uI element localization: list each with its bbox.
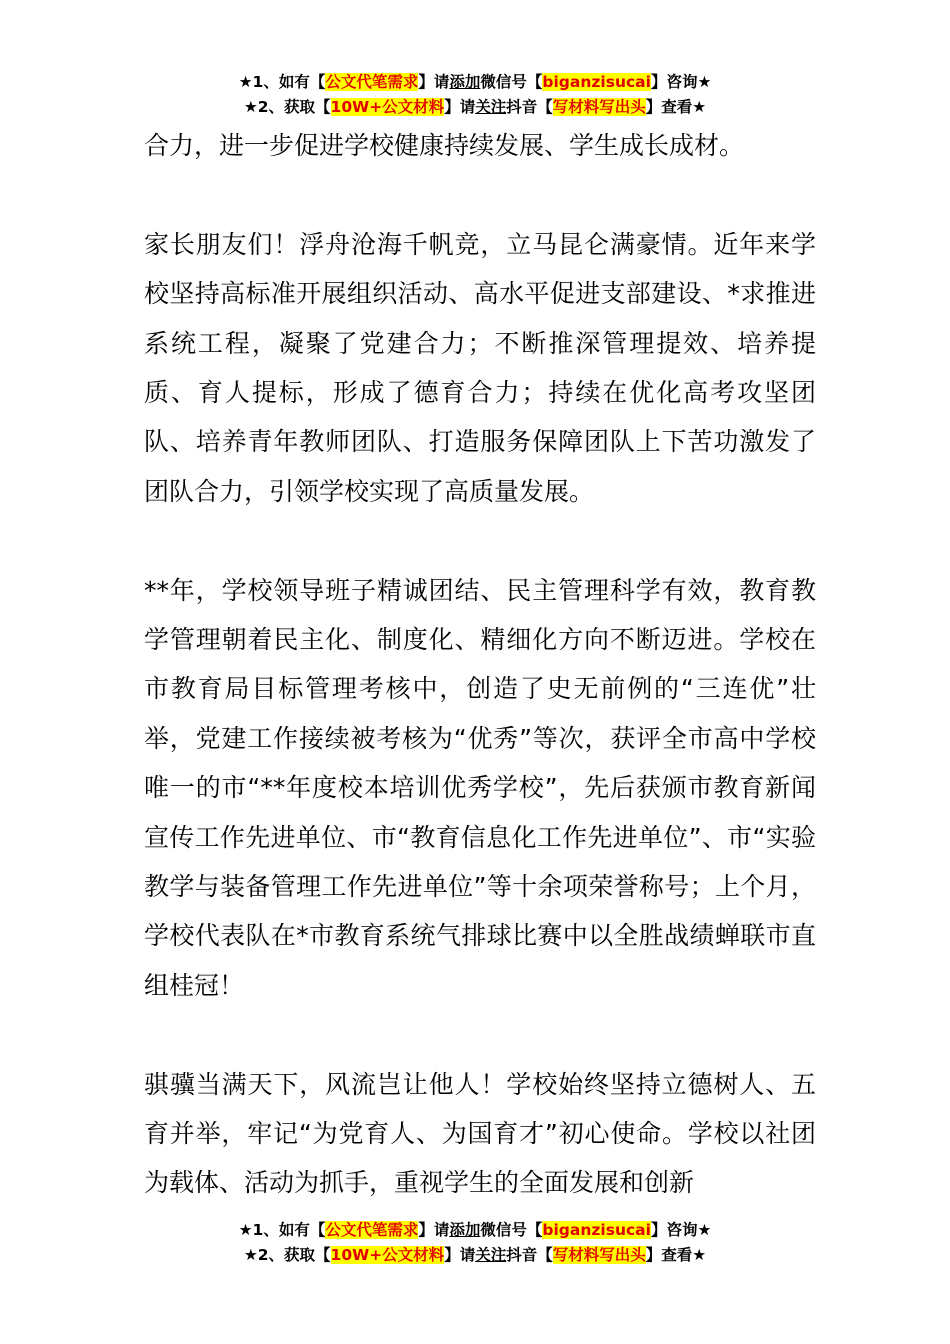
paragraph: 骐骥当满天下，风流岂让他人！学校始终坚持立德树人、五育并举，牢记“为党育人、为国育才”初心使命。学校以社团为载体、活动为抓手，重视学生的全面发展和创新 xyxy=(144,1069,816,1198)
banner-text: 】查看★ xyxy=(645,98,707,116)
banner-text: 】咨询★ xyxy=(650,73,712,91)
paragraph: **年，学校领导班子精诚团结、民主管理科学有效，教育教学管理朝着民主化、制度化、精细化方向不断迈进。学校在市教育局目标管理考核中，创造了史无前例的“三连优”壮举，党建工作接续被考核为“优秀”等次，获评全市高中学校唯一的市“**年度校本培训优秀学校”，先后获颁市教育新闻宣传工作先进单位、市“教育信息化工作先进单位”、市“实验教学与装备管理工作先进单位”等十余项荣誉称号；上个月，学校代表队在*市教育系统气排球比赛中以全胜战绩蝉联市直组桂冠！ xyxy=(144,575,816,1000)
banner-text: ★2、获取【 xyxy=(243,1246,331,1264)
banner-text: ★1、如有【 xyxy=(238,1221,326,1239)
banner-highlight: 公文代笔需求 xyxy=(325,1221,419,1239)
banner-highlight: 写材料写出头 xyxy=(552,98,646,116)
banner-text: 抖音【 xyxy=(506,98,553,116)
banner-highlight: 10W+公文材料 xyxy=(330,98,445,116)
banner-underline: 添加 xyxy=(449,73,481,91)
banner-text: 微信号【 xyxy=(480,1221,543,1239)
document-body xyxy=(144,121,816,1257)
banner-line-2 xyxy=(0,95,950,120)
paragraph: 家长朋友们！浮舟沧海千帆竞，立马昆仑满豪情。近年来学校坚持高标准开展组织活动、高水平促进支部建设、*求推进系统工程，凝聚了党建合力；不断推深管理提效、培养提质、育人提标，形成了德育合力；持续在优化高考攻坚团队、培养青年教师团队、打造服务保障团队上下苦功激发了团队合力，引领学校实现了高质量发展。 xyxy=(144,229,816,506)
banner-text: 微信号【 xyxy=(480,73,543,91)
banner-text: 】咨询★ xyxy=(650,1221,712,1239)
banner-text: 】请 xyxy=(444,1246,476,1264)
banner-highlight: biganzisucai xyxy=(542,1221,651,1239)
banner-highlight: 写材料写出头 xyxy=(552,1246,646,1264)
banner-highlight: 10W+公文材料 xyxy=(330,1246,445,1264)
banner-text: 】请 xyxy=(418,1221,450,1239)
paragraph: 合力，进一步促进学校健康持续发展、学生成长成材。 xyxy=(144,131,745,160)
banner-underline: 关注 xyxy=(475,98,507,116)
banner-highlight: 公文代笔需求 xyxy=(325,73,419,91)
banner-underline: 关注 xyxy=(475,1246,507,1264)
banner-text: 】请 xyxy=(418,73,450,91)
footer-banner xyxy=(0,1218,950,1268)
banner-underline: 添加 xyxy=(449,1221,481,1239)
banner-text: 抖音【 xyxy=(506,1246,553,1264)
header-banner xyxy=(0,70,950,120)
banner-line-1 xyxy=(0,70,950,95)
banner-text: ★2、获取【 xyxy=(243,98,331,116)
banner-line-2 xyxy=(0,1243,950,1268)
banner-text: 】请 xyxy=(444,98,476,116)
banner-text: ★1、如有【 xyxy=(238,73,326,91)
banner-line-1 xyxy=(0,1218,950,1243)
banner-highlight: biganzisucai xyxy=(542,73,651,91)
banner-text: 】查看★ xyxy=(645,1246,707,1264)
